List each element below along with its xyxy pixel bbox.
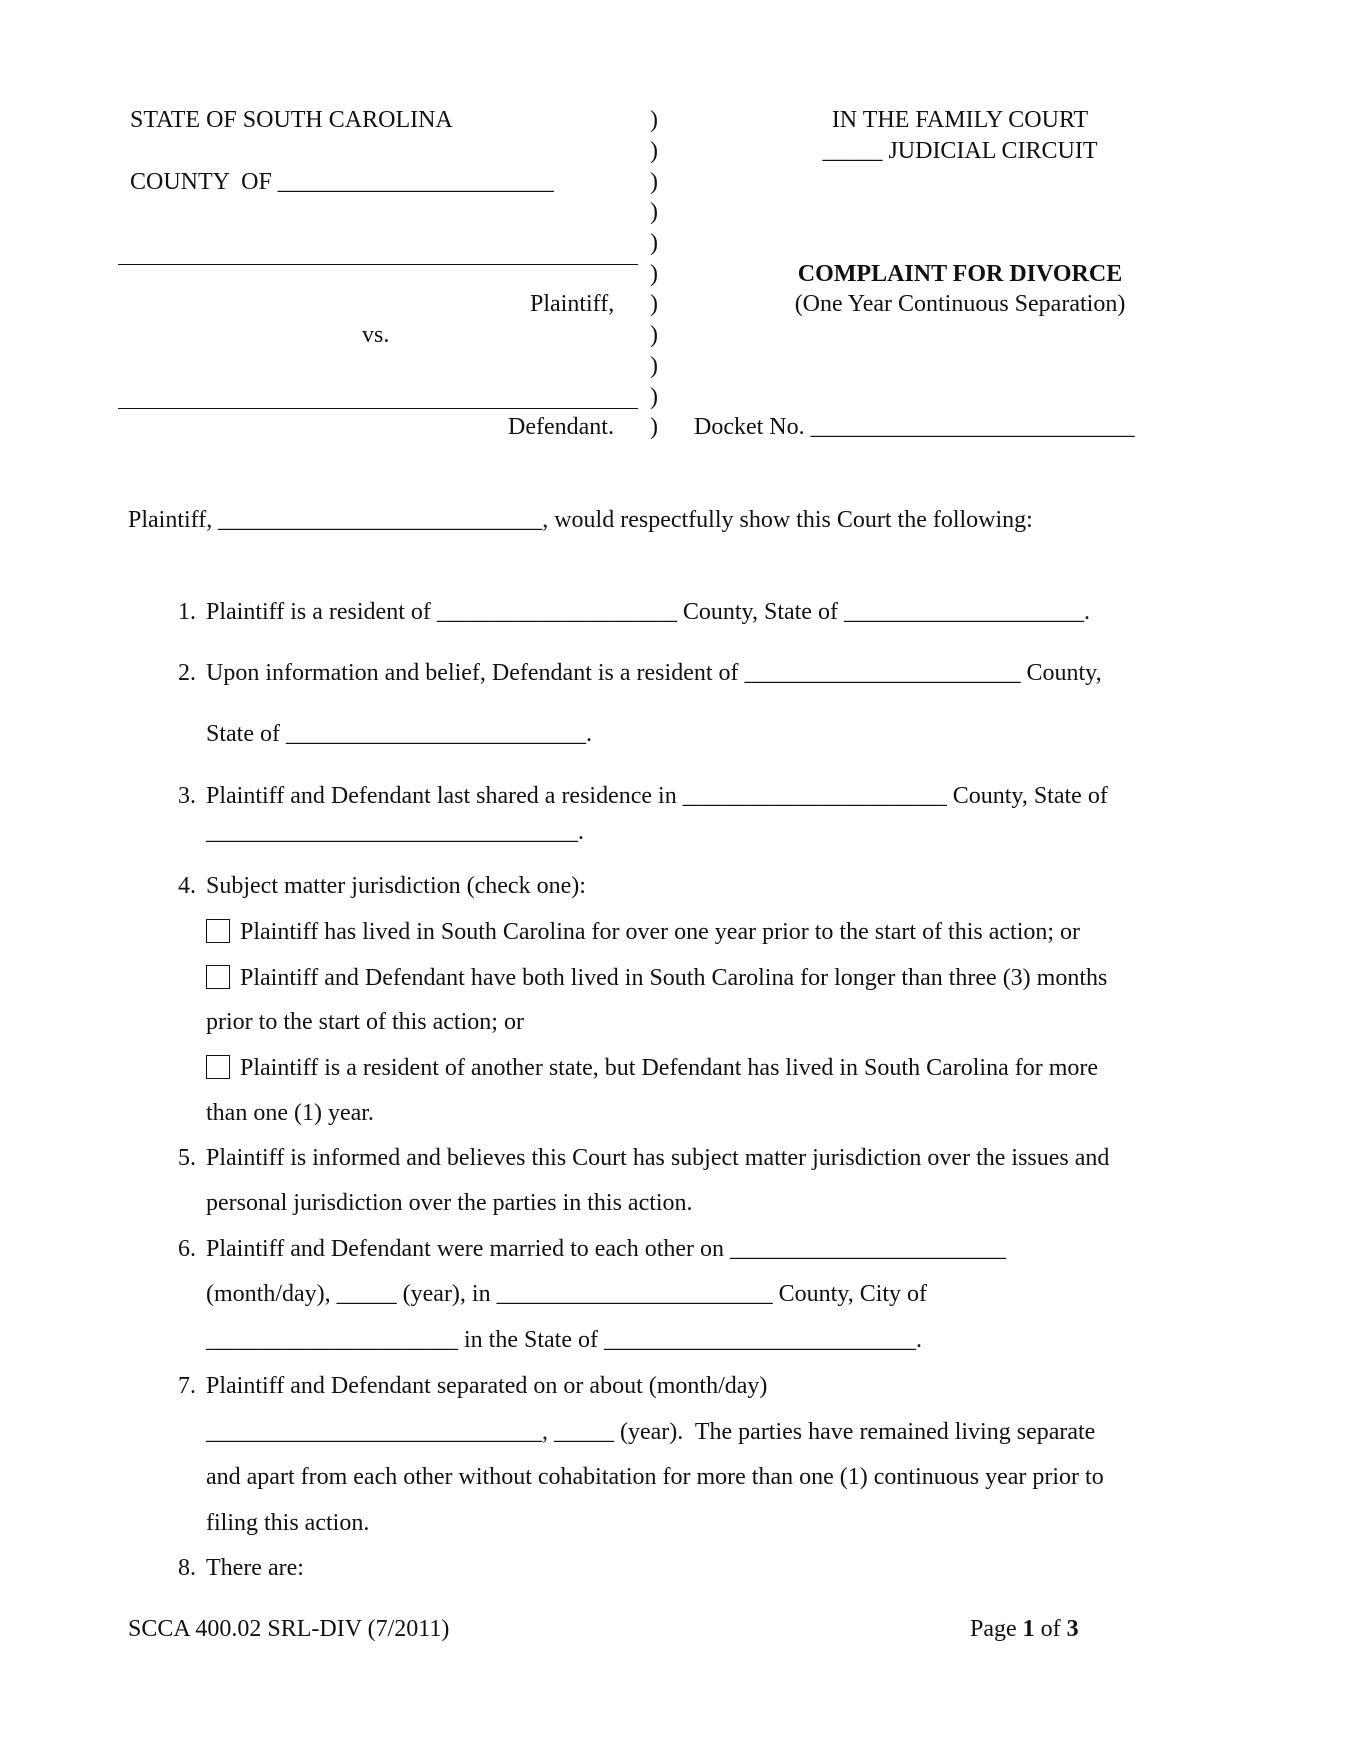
- item-text[interactable]: _____________________ in the State of __________________________.: [206, 1327, 922, 1353]
- item-number: 6.: [178, 1236, 196, 1262]
- item-text: There are:: [206, 1555, 304, 1581]
- intro-paragraph[interactable]: Plaintiff, ___________________________, would respectfully show this Court the following:: [128, 507, 1033, 533]
- caption-divider: ): [650, 414, 658, 440]
- jurisdiction-option: [206, 919, 1080, 944]
- defendant-label: Defendant.: [508, 414, 614, 440]
- item-text[interactable]: Upon information and belief, Defendant is a resident of _______________________ County,: [206, 660, 1102, 686]
- option-label: Plaintiff has lived in South Carolina for over one year prior to the start of this action; or: [240, 919, 1081, 945]
- item-text: personal jurisdiction over the parties in this action.: [206, 1190, 693, 1216]
- document-title: COMPLAINT FOR DIVORCE: [797, 261, 1123, 287]
- jurisdiction-option: [206, 1055, 1098, 1080]
- checkbox-defendant-resident[interactable]: [206, 1055, 230, 1079]
- item-text[interactable]: ____________________________, _____ (year). The parties have remained living separate: [206, 1419, 1096, 1445]
- item-text[interactable]: _______________________________.: [206, 819, 584, 845]
- item-text: filing this action.: [206, 1510, 370, 1536]
- item-text[interactable]: Plaintiff and Defendant last shared a residence in ______________________ County, State of: [206, 783, 1108, 809]
- item-number: 8.: [178, 1555, 196, 1581]
- item-text[interactable]: Plaintiff and Defendant were married to each other on _______________________: [206, 1236, 1007, 1262]
- caption-divider: ): [650, 107, 658, 133]
- option-label: Plaintiff is a resident of another state, but Defendant has lived in South Carolina for more: [240, 1055, 1099, 1081]
- item-text: and apart from each other without cohabitation for more than one (1) continuous year prior to: [206, 1464, 1104, 1490]
- item-number: 4.: [178, 873, 196, 899]
- item-text: Plaintiff is informed and believes this Court has subject matter jurisdiction over the issues and: [206, 1145, 1110, 1171]
- document-subtitle: (One Year Continuous Separation): [794, 291, 1126, 317]
- jurisdiction-option: [206, 965, 1107, 990]
- item-number: 2.: [178, 660, 196, 686]
- item-number: 1.: [178, 599, 196, 625]
- docket-number-field[interactable]: Docket No. ___________________________: [694, 414, 1135, 440]
- plaintiff-name-line[interactable]: [118, 264, 638, 265]
- option-label-continued: prior to the start of this action; or: [206, 1009, 524, 1035]
- option-label-continued: than one (1) year.: [206, 1100, 374, 1126]
- caption-divider: ): [650, 384, 658, 410]
- item-number: 3.: [178, 783, 196, 809]
- page-current: 1: [1022, 1616, 1035, 1642]
- court-name: IN THE FAMILY COURT: [831, 107, 1089, 133]
- state-label: STATE OF SOUTH CAROLINA: [130, 107, 453, 133]
- caption-divider: ): [650, 261, 658, 287]
- county-field[interactable]: COUNTY OF _______________________: [130, 169, 554, 195]
- item-text[interactable]: Plaintiff is a resident of ____________________ County, State of ____________________.: [206, 599, 1090, 625]
- plaintiff-label: Plaintiff,: [530, 291, 615, 317]
- defendant-name-line[interactable]: [118, 408, 638, 409]
- item-number: 7.: [178, 1373, 196, 1399]
- caption-divider: ): [650, 199, 658, 225]
- checkbox-one-year-residency[interactable]: [206, 919, 230, 943]
- page-prefix: Page: [970, 1616, 1023, 1642]
- caption-divider: ): [650, 230, 658, 256]
- caption-divider: ): [650, 169, 658, 195]
- judicial-circuit-field[interactable]: _____ JUDICIAL CIRCUIT: [822, 138, 1098, 164]
- item-text[interactable]: (month/day), _____ (year), in _______________________ County, City of: [206, 1281, 928, 1307]
- option-label: Plaintiff and Defendant have both lived in South Carolina for longer than three (3) months: [240, 965, 1108, 991]
- item-text: Plaintiff and Defendant separated on or about (month/day): [206, 1373, 768, 1399]
- checkbox-both-three-months[interactable]: [206, 965, 230, 989]
- page-total: 3: [1066, 1616, 1079, 1642]
- page-number: [970, 1617, 1079, 1641]
- caption-divider: ): [650, 138, 658, 164]
- caption-divider: ): [650, 291, 658, 317]
- item-text[interactable]: State of _________________________.: [206, 721, 592, 747]
- caption-divider: ): [650, 322, 658, 348]
- item-text: Subject matter jurisdiction (check one):: [206, 873, 586, 899]
- caption-divider: ): [650, 353, 658, 379]
- item-number: 5.: [178, 1145, 196, 1171]
- form-identifier: SCCA 400.02 SRL-DIV (7/2011): [128, 1616, 450, 1642]
- vs-label: vs.: [362, 322, 390, 348]
- page-of: of: [1034, 1616, 1067, 1642]
